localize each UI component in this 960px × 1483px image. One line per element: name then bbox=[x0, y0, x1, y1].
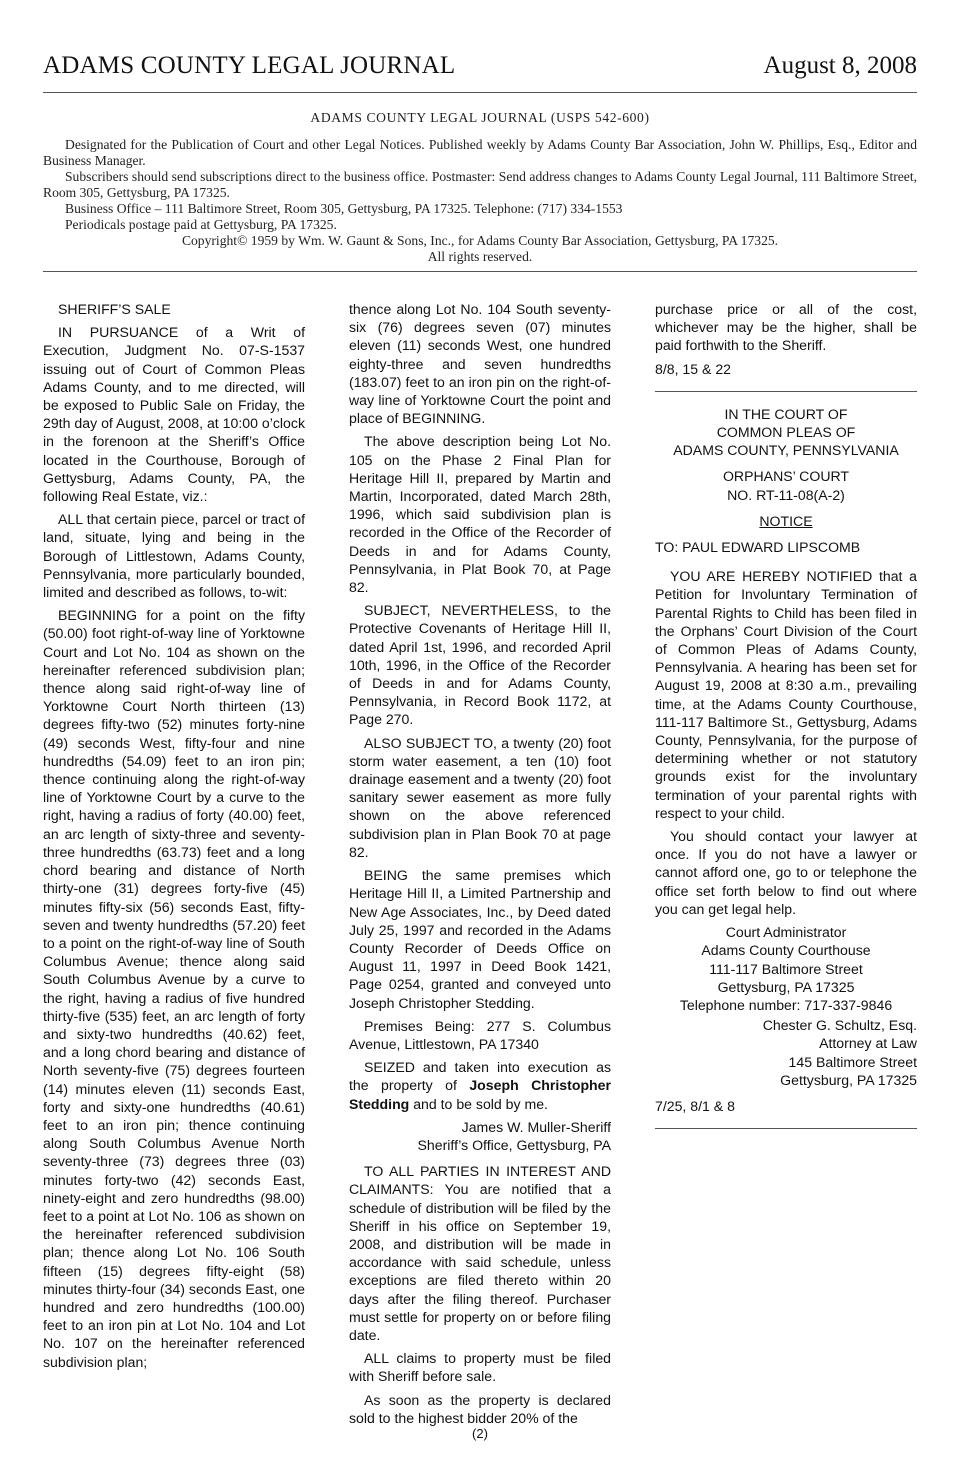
premises-line: Premises Being: 277 S. Columbus Avenue, Littlestown, PA 17340 bbox=[349, 1017, 611, 1052]
masthead-designation: Designated for the Publication of Court and other Legal Notices. Published weekly by Adams County Bar Association, John W. Phillips, Esq., Editor and Business Manager. bbox=[43, 137, 917, 168]
admin-line: Adams County Courthouse bbox=[701, 942, 871, 959]
issue-date: August 8, 2008 bbox=[763, 52, 917, 79]
sheriff-office: Sheriff’s Office, Gettysburg, PA bbox=[417, 1136, 611, 1153]
sheriff-sale-paragraph: IN PURSUANCE of a Writ of Execution, Judgment No. 07-S-1537 issuing out of Court of Common Pleas Adams County, and to me directed, will be exposed to Public Sale on Friday, the 29th day of August, 2008, at 10:00 o’clock in the forenoon at the Sheriff’s Office located in the Courthouse, Borough of Gettysburg, Adams County, PA, the following Real Estate, viz.: bbox=[43, 324, 305, 505]
admin-line: Gettysburg, PA 17325 bbox=[717, 978, 855, 995]
notice-addressee: TO: PAUL EDWARD LIPSCOMB bbox=[655, 539, 861, 556]
page-number: (2) bbox=[472, 1426, 488, 1441]
notice-heading: NOTICE bbox=[759, 512, 813, 529]
court-line: ADAMS COUNTY, PENNSYLVANIA bbox=[673, 442, 899, 459]
masthead-divider bbox=[43, 271, 917, 272]
journal-name: ADAMS COUNTY LEGAL JOURNAL bbox=[43, 52, 456, 79]
case-number: NO. RT-11-08(A-2) bbox=[727, 486, 845, 503]
admin-line: 111-117 Baltimore Street bbox=[709, 960, 863, 977]
court-line: COMMON PLEAS OF bbox=[716, 424, 856, 441]
sheriff-sale-paragraph: As soon as the property is declared sold to the highest bidder 20% of the bbox=[349, 1391, 611, 1426]
sheriff-sale-heading: SHERIFF’S SALE bbox=[58, 301, 171, 317]
sheriff-sale-paragraph: SUBJECT, NEVERTHELESS, to the Protective Covenants of Heritage Hill II, dated April 1st, 1996, and recorded April 10th, 1996, in the Office of the Recorder of Deeds in and for Adams County, Pennsylvania, in Record Book 1172, at Page 270. bbox=[349, 602, 611, 728]
column-1 bbox=[43, 300, 305, 1376]
sheriff-sale-paragraph-cont: purchase price or all of the cost, whichever may be the higher, shall be paid forthwith to the Sheriff. bbox=[655, 301, 917, 354]
notice-end-divider bbox=[655, 1128, 917, 1129]
sheriff-sale-paragraph: TO ALL PARTIES IN INTEREST AND CLAIMANTS: You are notified that a schedule of distribution will be filed by the Sheriff in his office on September 19, 2008, and distribution will be made in accordance with said schedule, unless exceptions are filed thereto within 20 days after the filing thereof. Purchaser must settle for property on or before filing date. bbox=[349, 1163, 611, 1343]
notice-divider bbox=[655, 391, 917, 392]
notice-paragraph: YOU ARE HEREBY NOTIFIED that a Petition for Involuntary Termination of Parental Rights to Child has been filed in the Orphans’ Court Division of the Court of Common Pleas of Adams County, Pennsylvania. A hearing has been set for August 19, 2008 at 8:30 a.m., prevailing time, at the Adams County Courthouse, 111-117 Baltimore St., Gettysburg, Adams County, Pennsylvania, for the purpose of determining whether or not statutory grounds exist for the involuntary termination of your parental rights with respect to your child. bbox=[655, 568, 917, 821]
masthead-postage: Periodicals postage paid at Gettysburg, PA 17325. bbox=[65, 217, 337, 232]
division-line: ORPHANS’ COURT bbox=[722, 468, 850, 485]
court-division bbox=[655, 467, 917, 503]
defendant-name: Joseph Christopher Stedding bbox=[349, 1077, 611, 1112]
admin-phone: Telephone number: 717-337-9846 bbox=[679, 996, 893, 1013]
notice-dates: 7/25, 8/1 & 8 bbox=[655, 1097, 735, 1114]
column-3 bbox=[655, 300, 917, 1142]
sheriff-sale-paragraph: BEING the same premises which Heritage Hill II, a Limited Partnership and New Age Associates, Inc., by Deed dated July 25, 1997 and recorded in the Adams County Recorder of Deeds Office on August 11, 1997 in Deed Book 1421, Page 0254, granted and conveyed unto Joseph Christopher Stedding. bbox=[349, 867, 611, 1011]
notice-paragraph: You should contact your lawyer at once. If you do not have a lawyer or cannot afford one, go to or telephone the office set forth below to find out where you can get legal help. bbox=[655, 828, 917, 917]
masthead bbox=[43, 110, 917, 265]
court-caption bbox=[655, 405, 917, 460]
sheriff-sale-paragraph: The above description being Lot No. 105 on the Phase 2 Final Plan for Heritage Hill II, prepared by Martin and Martin, Incorporated, dated March 28th, 1996, which said subdivision plan is recorded in the Office of the Recorder of Deeds in and for Adams County, Pennsylvania, in Plat Book 70, at Page 82. bbox=[349, 433, 611, 596]
seized-paragraph: SEIZED and taken into execution as the property of Joseph Christopher Stedding and to be sold by me. bbox=[349, 1059, 611, 1112]
column-2 bbox=[349, 300, 611, 1432]
sheriff-sale-description: BEGINNING for a point on the fifty (50.00) foot right-of-way line of Yorktowne Court and Lot No. 104 as shown on the hereinafter referenced subdivision plan; thence along said right-of-way line of Yorktowne Court North thirteen (13) degrees fifty-two (52) minutes forty-nine (49) seconds West, fifty-four and nine hundredths (54.09) feet to an iron pin; thence continuing along the right-of-way line of Yorktowne Court by a curve to the right, having a radius of forty (40.00) feet, an arc length of sixty-three and seventy-three hundredths (63.73) feet and a long chord bearing and distance of North thirty-one (31) degrees forty-five (45) minutes fifty-six (56) seconds East, fifty-seven and twenty hundredths (57.20) feet to a point on the right-of-way line of South Columbus Avenue; thence along said South Columbus Avenue by a curve to the right, having a radius of five hundred thirty-five (535) feet, an arc length of forty and sixty-two hundredths (40.62) feet, and a long chord bearing and distance of North seventy-five (75) degrees fourteen (14) minutes eleven (11) seconds East, forty and sixty-one hundredths (40.61) feet to an iron pin; thence continuing along South Columbus Avenue North seventy-three (73) degrees three (03) minutes forty-two (42) seconds East, ninety-eight and zero hundredths (98.00) feet to a point at Lot No. 106 as shown on the hereinafter referenced subdivision plan; thence along Lot No. 106 South fifteen (15) degrees fifty-eight (58) minutes thirty-four (34) seconds East, one hundred and zero hundredths (100.00) feet to an iron pin at Lot No. 104 and Lot No. 107 on the hereinafter referenced subdivision plan; bbox=[43, 607, 305, 1370]
attorney-line: Attorney at Law bbox=[819, 1035, 917, 1052]
sheriff-name: James W. Muller-Sheriff bbox=[461, 1118, 611, 1135]
attorney-line: Chester G. Schultz, Esq. bbox=[762, 1017, 917, 1034]
sheriff-sale-paragraph: ALL claims to property must be filed with Sheriff before sale. bbox=[349, 1350, 611, 1385]
page-header bbox=[43, 52, 917, 93]
attorney-line: Gettysburg, PA 17325 bbox=[780, 1071, 917, 1088]
sheriff-sale-description-cont: thence along Lot No. 104 South seventy-six (76) degrees seven (07) minutes eleven (11) seconds West, one hundred eighty-three and seven hundredths (183.07) feet to an iron pin on the right-of-way line of Yorktowne Court the point and place of BEGINNING. bbox=[349, 301, 611, 427]
sheriff-signature bbox=[349, 1118, 611, 1154]
court-administrator-block bbox=[655, 923, 917, 1014]
sheriff-sale-dates: 8/8, 15 & 22 bbox=[655, 360, 732, 377]
masthead-business-office: Business Office – 111 Baltimore Street, Room 305, Gettysburg, PA 17325. Telephone: (717) 334-1553 bbox=[65, 201, 623, 216]
attorney-block bbox=[655, 1016, 917, 1089]
masthead-title: ADAMS COUNTY LEGAL JOURNAL (USPS 542-600) bbox=[310, 110, 650, 125]
admin-line: Court Administrator bbox=[725, 924, 847, 941]
attorney-line: 145 Baltimore Street bbox=[788, 1053, 917, 1070]
sheriff-sale-paragraph: ALSO SUBJECT TO, a twenty (20) foot storm water easement, a ten (10) foot drainage easement and a twenty (20) foot sanitary sewer easement as more fully shown on the above referenced subdivision plan in Plan Book 70 at page 82. bbox=[349, 734, 611, 860]
masthead-copyright: Copyright© 1959 by Wm. W. Gaunt & Sons, Inc., for Adams County Bar Association, Gettysburg, PA 17325. bbox=[181, 233, 779, 248]
masthead-subscriptions: Subscribers should send subscriptions direct to the business office. Postmaster: Send address changes to Adams County Legal Journal, 111 Baltimore Street, Room 305, Gettysburg, PA 17325. bbox=[43, 169, 917, 200]
masthead-rights: All rights reserved. bbox=[427, 249, 533, 264]
court-line: IN THE COURT OF bbox=[724, 405, 848, 422]
sheriff-sale-paragraph: ALL that certain piece, parcel or tract of land, situate, lying and being in the Borough of Littlestown, Adams County, Pennsylvania, more particularly bounded, limited and described as follows, to-wit: bbox=[43, 511, 305, 601]
